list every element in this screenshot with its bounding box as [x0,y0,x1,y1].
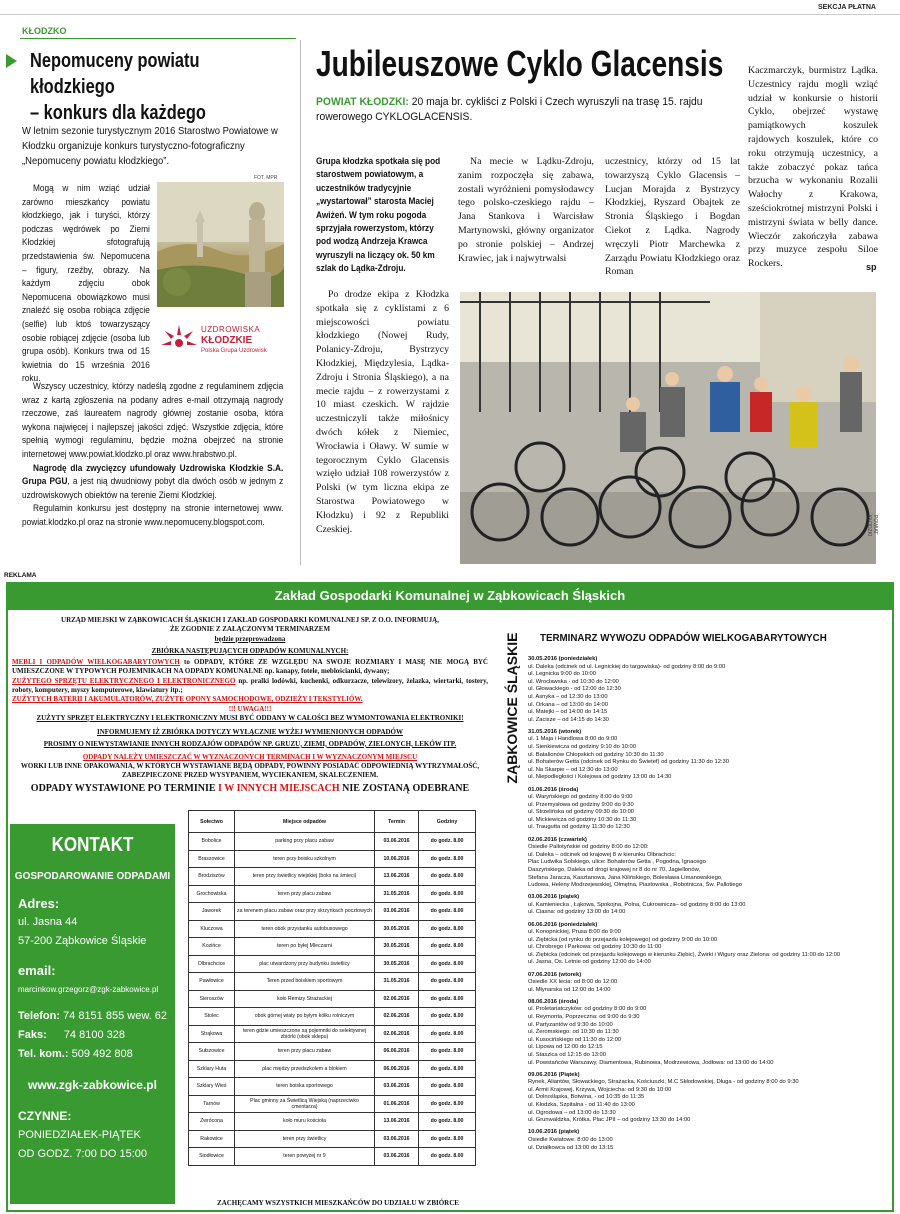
col-header-termin: Termin [375,811,419,833]
cell-godziny: do godz. 8.00 [419,1148,476,1166]
cell-termin: 03.06.2016 [375,1148,419,1166]
schedule-item: ul. Kłodzka, Szpitalna - od 11:40 do 13:00 [528,1102,635,1109]
schedule-day [528,837,888,890]
cell-godziny: do godz. 8.00 [419,920,476,938]
section-label: SEKCJA PŁATNA [818,4,876,11]
cell-miejsce: plac między przedszkolem a blokiem [235,1060,375,1078]
cell-termin: 30.05.2016 [375,938,419,956]
schedule-item: ul. Konopnickiej, Prusa 8:00 do 9:00 [528,929,621,936]
cell-termin: 13.06.2016 [375,868,419,886]
schedule-item: Osiedle Kwiatowe. 8:00 do 13:00 [528,1136,613,1143]
cell-godziny: do godz. 8.00 [419,955,476,973]
cyclists-photo [460,292,876,564]
col-header-miejsce: Miejsce odpadów [235,811,375,833]
cell-termin: 03.06.2016 [375,903,419,921]
schedule-item: ul. Traugutta od godziny 11:30 do 12:30 [528,824,630,831]
schedule-item: ul. Mickiewicza od godziny 10:30 do 11:30 [528,816,637,823]
schedule-day [528,1072,888,1125]
table-row [189,1148,476,1166]
schedule-item: ul. Bohaterów Getta (odcinek od Rynku do Świetef) od godziny 11:30 do 12:30 [528,759,729,766]
ad-notice-line10: WORKI LUB INNE OPAKOWANIA, W KTÓRYCH WYSTAWIANE BĘDĄ ODPADY, POWINNY POSIADAĆ ODPOWIEDNIĄ WYTRZYMAŁOŚĆ, ZABEZPIECZONE PRZED WYSYPANIEM, WYCIEKANIEM, SKALECZENIEM. [20,762,480,780]
schedule-item: ul. Głowackiego - od 12:00 do 12:30 [528,686,621,693]
ad-notice-line7: ZUŻYTY SPRZĘT ELEKTRYCZNY I ELEKTRONICZNY MUSI BYĆ ODDANY W CAŁOŚCI BEZ WYMONTOWANIA ELEKTRONIKI! [36,713,464,722]
schedule-item: Osiedle Pallotyńskie od godziny 8:00 do 12:00: [528,844,649,851]
table-row [189,973,476,991]
schedule-item: Rynek, Aliantów, Słowackiego, Strażacka, Kościuszki, M.C Skłodowskiej, Długa - od godziny 8:00 do 9:30 [528,1079,799,1086]
ad-title: Zakład Gospodarki Komunalnej w Ząbkowicach Śląskich [6,582,894,610]
schedule-day [528,972,888,995]
schedule-day [528,787,888,833]
cell-termin: 31.05.2016 [375,973,419,991]
col-header-godziny: Godziny [419,811,476,833]
ad-notice-furniture: to ODPADY, KTÓRE ZE WZGLĘDU NA SWOJE ROZMIARY I MASĘ NIE MOGĄ BYĆ UMIESZCZONE W TYPOWYCH POJEMNIKACH NA ODPADY KOMUNALNE np. kanapy, fotele, meblościanki, dywany; [12,658,488,676]
cell-termin: 13.06.2016 [375,1113,419,1131]
schedule-item: ul. Asnyka – od 12:30 do 13:00 [528,693,608,700]
schedule-item: Osiedle XX lecia: od 8:00 do 12:00 [528,979,618,986]
schedule-item: Stefana Jaracza, Kasztanowa, Jana Kilińskiego, Bolesława Limanowskiego, [528,874,723,881]
col-header-solectwo: Sołectwo [189,811,235,833]
address-line1: ul. Jasna 44 [18,916,78,928]
cell-solectwo: Grochowiska [189,885,235,903]
table-row [189,868,476,886]
table-row [189,1095,476,1113]
schedule-item: Daszyńskiego, Daleka od drogi krajowej nr 8 do nr 70, Jagiellonów, [528,866,701,873]
schedule-item: ul. Ziębicka (odcinek od przejazdu kolejowego w kierunku Ziębic), Żwirki i Wigury oraz Zielona: od godziny 11:00 do 12:00 [528,951,841,958]
schedule-item: ul. Wrocławska - od 10:30 do 12:00 [528,678,619,685]
phone-value: 74 8151 855 wew. 62 [63,1010,168,1022]
author-sign: sp [866,262,877,272]
schedule-date: 09.06.2016 (Piątek) [528,1071,580,1078]
hours-label: CZYNNE: [18,1109,72,1123]
schedule-item: ul. Lipowa od 12:00 do 12:15 [528,1044,603,1051]
schedule-item: ul. Staszica od 12:15 do 13:00 [528,1052,606,1058]
logo-text-3: Polska Grupa Uzdrowisk [201,348,267,354]
cell-termin: 31.05.2016 [375,885,419,903]
schedule-date: 10.06.2016 (piątek) [528,1129,580,1136]
schedule-item: ul. Ogrodowa – od 13:00 do 13:30 [528,1109,616,1116]
schedule-item: ul. Żeromskiego: od 10:30 do 11:30 [528,1029,619,1036]
schedule-item: ul. Strzelińska od godziny 09:30 do 10:00 [528,809,635,816]
cell-miejsce: teren przy placu zabaw [235,1043,375,1061]
cell-godziny: do godz. 8.00 [419,1025,476,1043]
cell-miejsce: teren boiska sportowego [235,1078,375,1096]
schedule-item: ul. Sienkiewicza od godziny 9:10 do 10:00 [528,744,636,751]
article2-col4: Kaczmarczyk, burmistrz Lądka. Uczestnicy rajdu mogli wziąć udział w konkursie o historii Cyklo, obejrzeć wystawę pamiątkowych koszulek rajdowych koszulek, które co roku otrzymują uczestnicy, a także zobaczyć pokaz tańca brzucha w wykonaniu Rozalii Wałochy z Krakowa, sześciokrotnej mistrzyni Polski i mistrzyni świata w belly dance. Wieczór zakończyła zabawa przy muzyce zespołu Siloe Rockers. [748,65,878,270]
cell-termin: 06.06.2016 [375,1060,419,1078]
cell-godziny: do godz. 8.00 [419,1060,476,1078]
cell-miejsce: teren obok przystanku autobusowego [235,920,375,938]
fax-label: Faks: [18,1029,47,1041]
cell-solectwo: Zwrócona [189,1113,235,1131]
cell-solectwo: Sieroszów [189,990,235,1008]
cell-termin: 01.06.2016 [375,1095,419,1113]
schedule-item: ul. Grunwaldzka, Krótka, Plac JPII – od godziny 13:30 do 14:00 [528,1117,691,1124]
schedule-item: ul. Daleka (odcinek od ul. Legnickiej do targowiska)- od godziny 8:00 do 9:00 [528,663,726,670]
cell-solectwo: Bobolice [189,833,235,851]
cell-termin: 30.05.2016 [375,955,419,973]
schedule-day [528,922,888,968]
ad-red-batteries: ZUŻYTYCH BATERII I AKUMULATORÓW, ZUŻYTE OPONY SAMOCHODOWE, ODZIEŻY I TEKSTYLIÓW. [12,695,363,704]
table-row [189,1008,476,1026]
cell-miejsce: teren po byłej Mleczarni [235,938,375,956]
schedule-item: Plac Ludwika Solskiego, ulice: Bohaterów Getta , Pogodna, Ignacego [528,859,706,866]
cell-miejsce: teren powyżej nr 9 [235,1148,375,1166]
schedule-item: ul. Dolnośląska, Botwina, - od 10:35 do 11:35 [528,1094,645,1101]
cell-godziny: do godz. 8.00 [419,1095,476,1113]
hours-time: OD GODZ. 7:00 DO 15:00 [18,1148,147,1160]
cell-solectwo: Siodłowice [189,1148,235,1166]
ad-notice-line4: ZBIÓRKA NASTĘPUJĄCYCH ODPADÓW KOMUNALNYCH: [151,646,349,655]
photo2-caption: POWIAT KŁODZKI [866,515,878,537]
schedule-item: ul. Przemysłowa od godziny 9:00 do 9:30 [528,801,634,808]
schedule-item: ul. Batalionów Chłopskich od godziny 10:30 do 11:30 [528,751,664,758]
article2-title: Jubileuszowe Cyklo Glacensis [316,43,724,84]
article1-intro: W letnim sezonie turystycznym 2016 Starostwo Powiatowe w Kłodzku organizuje konkurs turystyczno-fotograficzny „Nepomuceny powiatu kłodzkiego”. [22,125,278,167]
ad-red-furniture: MEBLI I ODPADÓW WIELKOGABARYTOWYCH [12,658,180,667]
contact-box [10,824,175,1204]
article2-lead-label: POWIAT KŁODZKI: [316,96,409,108]
phone-label: Telefon: [18,1010,60,1022]
collection-table [188,810,476,1166]
schedule-date: 03.06.2016 (piątek) [528,894,580,901]
cell-miejsce: parking przy placu zabaw [235,833,375,851]
photo-credit: FOT. MPR [254,175,278,181]
schedule-title: TERMINARZ WYWOZU ODPADÓW WIELKOGABARYTOWYCH [540,632,827,644]
cell-solectwo: Pawłowice [189,973,235,991]
hours-days: PONIEDZIAŁEK-PIĄTEK [18,1129,141,1141]
table-row [189,1078,476,1096]
region-label: KŁODZKO [22,26,67,36]
schedule-item: ul. Daleka – odcinek od krajowej 8 w kierunku Olbrachcic: [528,851,676,858]
cell-solectwo: Kluczowa [189,920,235,938]
schedule-date: 31.05.2016 (wtorek) [528,728,582,735]
table-row [189,850,476,868]
schedule-item: ul. Ziębicka (od rynku do przejazdu kolejowego) od godziny 9:00 do 10:00 [528,936,718,943]
cell-godziny: do godz. 8.00 [419,1113,476,1131]
table-row [189,1025,476,1043]
schedule-item: ul. Proletariatczyków: od godziny 8:00 do 9:00 [528,1006,647,1013]
cell-miejsce: plac utwardzony przy budynku świetlicy [235,955,375,973]
cell-solectwo: Sułszowice [189,1043,235,1061]
address-line2: 57-200 Ząbkowice Śląskie [18,935,147,947]
cell-solectwo: Tarnów [189,1095,235,1113]
cell-solectwo: Olbrachcice [189,955,235,973]
schedule-item: ul. Młynarska od 12:00 do 14:00 [528,986,611,993]
cell-termin: 03.06.2016 [375,833,419,851]
cell-termin: 10.06.2016 [375,850,419,868]
cell-miejsce: Teren przed boiskiem sportowym [235,973,375,991]
article1-p3: , a jest nią dwudniowy pobyt dla dwóch osób w jednym z uzdrowiskowych obiektów na terenie Ziemi Kłodzkiej. [22,476,284,500]
cell-solectwo: Strąkowa [189,1025,235,1043]
cell-miejsce: obok górnej wiaty po byłym kółku rolniczym [235,1008,375,1026]
cell-miejsce: teren przy świetlicy [235,1130,375,1148]
schedule-item: ul. Niepodległości i Kolejowa od godziny 13:00 do 14:30 [528,774,672,781]
cell-solectwo: Rakowice [189,1130,235,1148]
article2-col1 [316,288,449,536]
cell-godziny: do godz. 8.00 [419,938,476,956]
cell-termin: 06.06.2016 [375,1043,419,1061]
ad-notice-line3: będzie przeprowadzona [214,634,286,643]
cell-godziny: do godz. 8.00 [419,990,476,1008]
schedule-day [528,999,888,1067]
schedule-item: ul. Chrobrego i Parkowa: od godziny 10:30 do 11:00 [528,944,662,951]
schedule-date: 06.06.2016 (poniedziałek) [528,921,598,928]
table-row [189,938,476,956]
cell-solectwo: Szklary Wieś [189,1078,235,1096]
nepomucen-photo [157,182,284,307]
article2-col1-bold: Grupa kłodzka spotkała się pod starostwem powiatowym, a uczestników tradycyjnie „wystartował” starosta Maciej Awiżeń. W tym roku pogoda sprzyjała rowerzystom, którzy pod wodzą Andrzeja Krawca wyruszyli na liczący ok. 50 km szlak do Lądka-Zdroju. [316,156,441,274]
schedule-date: 07.06.2016 (wtorek) [528,971,582,978]
schedule-item: ul. Na Skarpie – od 12:30 do 13:00 [528,766,618,773]
table-row [189,1043,476,1061]
schedule-item: ul. Kamieniecka , Łąkowa, Spokojna, Polna, Cukrownicza– od godziny 8:00 do 13:00 [528,901,746,908]
contact-title: KONTAKT [51,834,134,856]
cell-miejsce: za terenem placu zabaw oraz przy skrzynkach pocztowych [235,903,375,921]
table-row [189,955,476,973]
schedule-item: ul. Orkana – od 13:00 do 14:00 [528,701,608,708]
article2-col3: uczestnicy, którzy od 15 lat towarzyszą Cyklo Glacensis – Lucjan Morajda z Bystrzycy Kłodzkiej, Ryszard Obajtek ze Stronia Śląskiego i Bogdan Ciekot z Lądka. Nagrody wręczyli Piotr Marchewka z Zarządu Powiatu Kłodzkiego oraz Roman [605,156,740,278]
website-link[interactable]: www.zgk-zabkowice.pl [28,1078,157,1092]
schedule-date: 02.06.2016 (czwartek) [528,836,587,843]
ad-notice-line9: PROSIMY O NIEWYSTAWIANIE INNYCH RODZAJÓW ODPADÓW NP. GRUZU, ZIEMI, ODPADÓW, ZIELONYCH, LEKÓW ITP. [43,739,457,748]
ad-notice-line8: INFORMUJEMY IŻ ZBIÓRKA DOTYCZY WYŁĄCZNIE WYŻEJ WYMIENIONYCH ODPADÓW [96,728,404,737]
table-row [189,920,476,938]
cell-miejsce: koło muru kościoła [235,1113,375,1131]
article2-lead [316,95,736,125]
cell-godziny: do godz. 8.00 [419,1008,476,1026]
schedule-item: ul. Jasna, Os. Letnie od godziny 12:00 do 14:00 [528,959,651,966]
vertical-city-text: ZĄBKOWICE ŚLĄSKIE [504,632,520,784]
address-label: Adres: [18,896,60,911]
ad-notice-line2: ŻE ZGODNIE Z ZAŁĄCZONYM TERMINARZEM [169,625,331,634]
green-rule [20,38,296,39]
schedule-item: ul. Waryńskiego od godziny 8:00 do 9:00 [528,794,633,801]
ad-big-1: ODPADY WYSTAWIONE PO TERMINIE [30,782,219,794]
table-row [189,885,476,903]
uzdrowiska-logo [157,313,284,368]
article1-body-rest [22,380,283,530]
cell-godziny: do godz. 8.00 [419,1043,476,1061]
mobile-value: 509 492 808 [71,1048,133,1060]
cell-solectwo: Brodziszów [189,868,235,886]
cell-termin: 02.06.2016 [375,990,419,1008]
ad-warning: !!! UWAGA!!! [228,704,272,713]
article1-p1: Mogą w nim wziąć udział zarówno mieszkańcy powiatu kłodzkiego, jak i turyści, którzy podczas wędrówek po Ziemi Kłodzkiej sfotografują przedstawienia św. Nepomucena – figury, rzeźby, obrazy. Na każdym zdjęciu obok Nepomucena obowiązkowo musi znaleźć się osoba robiąca zdjęcie (selfie) lub ktoś towarzyszący osobie robiącej zdjęcie (osoba lub grupa osób). Konkurs trwa od 15 kwietnia do 15 września 2016 roku. [22,183,150,384]
article2-lead-text: 20 maja br. cykliści z Polski i Czech wyruszyli na trasę 15. rajdu rowerowego CYKLOGLACENSIS. [316,96,703,123]
table-row [189,1060,476,1078]
schedule-day [528,894,888,917]
email-link[interactable]: marcinkow.grzegorz@zgk-zabkowice.pl [18,985,159,994]
cell-solectwo: Kozińce [189,938,235,956]
vertical-city-label [496,632,526,807]
schedule-item: ul. Matejki – od 14:00 do 14:15 [528,709,608,716]
contact-subtitle: GOSPODAROWANIE ODPADAMI [14,871,171,882]
cell-godziny: do godz. 8.00 [419,833,476,851]
logo-text-1: UZDROWISKA [201,325,261,334]
article1-p3-bold: Nagrodę dla zwycięzcy ufundowały Uzdrowiska Kłodzkie S.A. Grupa PGU [22,462,284,487]
cell-godziny: do godz. 8.00 [419,973,476,991]
cell-godziny: do godz. 8.00 [419,1130,476,1148]
ad-notice [12,616,488,795]
logo-text-2: KŁODZKIE [201,335,253,346]
article1-title-line1: Nepomuceny powiatu kłodzkiego [30,50,200,98]
schedule-date: 08.06.2016 (środa) [528,998,579,1005]
ad-big-red: I W INNYCH MIEJSCACH [218,782,340,794]
column-divider [300,40,301,565]
cell-termin: 30.05.2016 [375,920,419,938]
schedule-day [528,656,888,724]
schedule-date: 01.06.2016 (środa) [528,786,579,793]
ad-footer: ZACHĘCAMY WSZYSTKICH MIESZKAŃCÓW DO UDZIAŁU W ZBIÓRCE [217,1199,459,1207]
schedule-item: ul. 1 Maja i Handlowa 8:00 do 9:00 [528,736,618,743]
schedule-item: ul. Legnicka 9:00 do 10:00 [528,671,597,678]
ad-big-2: NIE ZOSTANĄ ODEBRANE [339,782,470,794]
schedule-item: ul. Partyzantów od 9:30 do 10:00 [528,1021,613,1028]
article2-col1-text: Po drodze ekipa z Kłodzka spotkała się z cyklistami z 6 miejscowości powiatu kłodzkiego (Nowej Rudy, Polanicy-Zdroju, Bystrzycy Kłodzkiej, Międzylesia, Lądka-Zdroju i Stronia Śląskiego), a na mecie rajdu – z rowerzystami z 10 miast czeskich. W rajdzie uczestniczyli także miłośnicy dwóch kółek z Niemiec, Wrocławia i Oławy. W sumie w tegorocznym Cyklo Glacensis wzięło udział 108 rowerzystów z Polski (w tym liczna ekipa ze Starostwa Powiatowego w Kłodzku) i 92 z Republiki Czeskiej. [316,289,449,535]
table-row [189,990,476,1008]
article1-title [30,48,280,126]
ad-notice-electronics: np. pralki lodówki, kuchenki, odkurzacze, telewizory, żelazka, wiertarki, tostery, roboty, komputery, myszy komputerowe, klawiatury itp.; [12,676,488,695]
schedule-item: ul. Powstańców Warszawy, Diamentowa, Rubinowa, Modrzewiowa, Jodłowa: od 13:00 do 14:00 [528,1059,774,1066]
cell-godziny: do godz. 8.00 [419,868,476,886]
article1-body-p1 [22,182,150,386]
cell-termin: 02.06.2016 [375,1008,419,1026]
schedule-item: ul. Ciasna: od godziny 13:00 do 14:00 [528,909,626,916]
cell-miejsce: teren gdzie umieszczone są pojemniki do selektywnej zbiórki (obok sklepu) [235,1025,375,1043]
cell-solectwo: Szklary Huta [189,1060,235,1078]
ad-red-place: ODPADY NALEŻY UMIESZCZAĆ W WYZNACZONYCH TERMINACH I W WYZNACZONYM MIEJSCU [82,752,418,761]
reklama-label: REKLAMA [4,572,37,579]
cell-miejsce: Plac gminny za Świetlicą Wiejską (naprzeciwko cmentarza) [235,1095,375,1113]
cell-godziny: do godz. 8.00 [419,1078,476,1096]
schedule-item: Ludowa, Heleny Modrzejewskiej, Ołmętna, Piastowska , Robotnicza, Św. Pallotiego [528,882,742,889]
article2-col2 [458,155,594,265]
cell-miejsce: teren przy boisku szkolnym [235,850,375,868]
article1-p4: Regulamin konkursu jest dostępny na stronie internetowej www. powiat.klodzko.pl oraz na stronie www.nepomuceny.blogspot.com. [22,503,284,527]
schedule-item: ul. Armii Krajowej, Krzywa, Wojciecha: od 9:30 do 10:00 [528,1086,672,1093]
cell-termin: 03.06.2016 [375,1130,419,1148]
cell-termin: 03.06.2016 [375,1078,419,1096]
fax-value: 74 8100 328 [63,1029,125,1041]
cell-miejsce: teren przy placu zabaw [235,885,375,903]
article2-col2-text: Na mecie w Lądku-Zdroju, zanim rozpoczęła się zabawa, zostali wyróżnieni pomysłodawcy tego polsko-czeskiego rajdu – Jana Stankova i Warcisław Martynowski, główny organizator po stronie polskiej – Andrzej Krawiec, jak i najwytrwalsi [458,156,594,264]
schedule-day [528,729,888,782]
ad-red-electronics: ZUŻYTEGO SPRZĘTU ELEKTRYCZNEGO I ELEKTRONICZNEGO [12,676,236,685]
schedule-item: ul. Zacisze – od 14:15 do 14:30 [528,716,609,723]
schedule-item: ul. Działkowca od 13:00 do 13:15 [528,1144,614,1151]
schedule-date: 30.05.2016 (poniedziałek) [528,656,598,662]
ad-notice-line1: URZĄD MIEJSKI W ZĄBKOWICACH ŚLĄSKICH I ZAKŁAD GOSPODARKI KOMUNALNEJ SP. Z O.O. INFORMUJĄ, [61,616,439,624]
table-row [189,903,476,921]
schedule-list [528,656,888,1157]
schedule-item: ul. Reymonta, Poprzeczna: od 9:00 do 9:30 [528,1014,640,1021]
top-rule [0,14,900,15]
bullet-arrow-icon [6,54,17,68]
table-row [189,833,476,851]
cell-miejsce: koło Remizy Strażackiej [235,990,375,1008]
cell-godziny: do godz. 8.00 [419,885,476,903]
schedule-item: ul. Kusocińskiego od 11:30 do 12:00 [528,1036,622,1043]
cell-termin: 02.06.2016 [375,1025,419,1043]
mobile-label: Tel. kom.: [18,1048,69,1060]
cell-solectwo: Jaworek [189,903,235,921]
cell-solectwo: Braszowice [189,850,235,868]
email-label: email: [18,963,56,978]
table-row [189,1130,476,1148]
table-header-row [189,811,476,833]
article1-p2: Wszyscy uczestnicy, którzy nadeślą zgodne z regulaminem zdjęcia wraz z kartą zgłoszenia na podany adres e-mail otrzymają nagrody rzeczowe, zaś laureatem nagrody głównej zostanie osoba, która wykona najwięcej i najlepszej jakości zdjęć. Wszystkie zdjęcia, które spełnią wymogi regulaminu, będzie można obejrzeć na stronie internetowej www.powiat.klodzko.pl oraz www.hrabstwo.pl. [22,381,284,459]
schedule-day [528,1129,888,1152]
cell-solectwo: Stolec [189,1008,235,1026]
cell-godziny: do godz. 8.00 [419,850,476,868]
cell-miejsce: teren przy świetlicy wiejskiej (boks na śmieci) [235,868,375,886]
table-row [189,1113,476,1131]
cell-godziny: do godz. 8.00 [419,903,476,921]
article1-title-line2: – konkurs dla każdego [30,102,206,124]
